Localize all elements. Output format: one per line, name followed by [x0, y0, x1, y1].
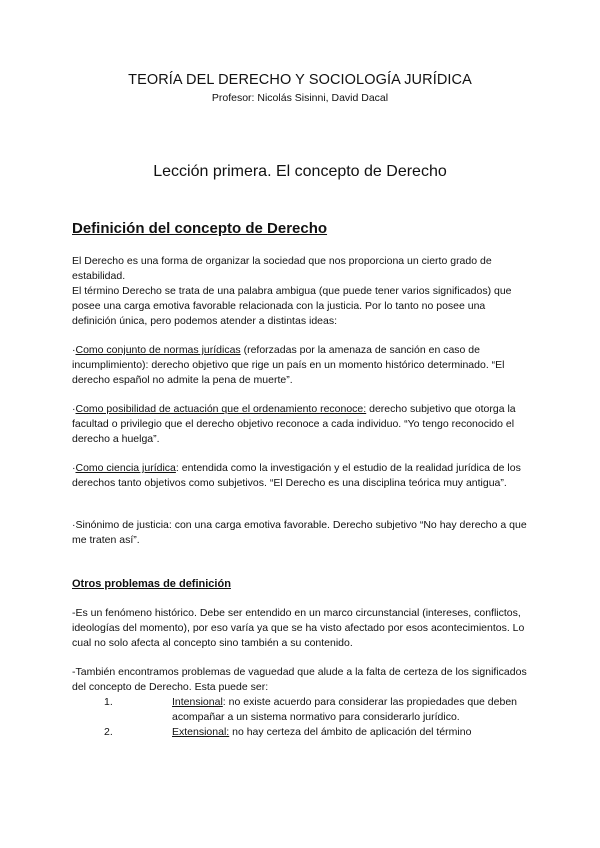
idea-text: derecho subjetivo que otorga la facultad o privilegio que el derecho objetivo reconoce a cada individuo. “Yo tengo reconocido el derecho a huelga”. — [72, 403, 516, 445]
idea-term: Como conjunto de normas jurídicas — [75, 344, 241, 356]
professor-line: Profesor: Nicolás Sisinni, David Dacal — [211, 92, 389, 104]
idea-item-normas — [72, 343, 532, 388]
intro-line-1: El Derecho es una forma de organizar la sociedad que nos proporciona un cierto grado de estabilidad. — [72, 255, 492, 282]
list-term: Intensional — [172, 696, 223, 708]
idea-text: (reforzadas por la amenaza de sanción en caso de incumplimiento): derecho objetivo que rige un país en un momento histórico determinado. “El derecho español no admite la pena de muerte”. — [72, 344, 505, 386]
idea-prefix: · — [72, 462, 76, 474]
idea-text: : entendida como la investigación y el estudio de la realidad jurídica de los derechos tanto objetivos como subjetivos. “El Derecho es una disciplina teórica muy antigua”. — [72, 462, 521, 489]
intro-paragraph — [72, 254, 532, 329]
list-item — [72, 725, 532, 740]
section-heading-definition: Definición del concepto de Derecho — [72, 220, 328, 237]
intro-line-2: El término Derecho se trata de una palabra ambigua (que puede tener varios significados) que posee una carga emotiva favorable relacionada con la justicia. Por lo tanto no posee una definición única, pero podemos atender a distintas ideas: — [72, 285, 512, 327]
vaguedad-list — [72, 695, 532, 740]
list-text: : no existe acuerdo para considerar las propiedades que deben acompañar a un sistema normativo para considerarlo jurídico. — [172, 696, 517, 723]
idea-item-actuacion — [72, 402, 532, 447]
list-number: 2. — [104, 726, 113, 738]
section-heading-otros-problemas: Otros problemas de definición — [72, 578, 231, 590]
idea-text: ·Sinónimo de justicia: con una carga emotiva favorable. Derecho subjetivo “No hay derecho a que me traten así”. — [72, 519, 527, 546]
list-text: no hay certeza del ámbito de aplicación del término — [229, 726, 472, 738]
paragraph-fenomeno-historico: -Es un fenómeno histórico. Debe ser entendido en un marco circunstancial (intereses, conflictos, ideologías del momento), por eso varía ya que se ha visto afectado por esos acontecimientos. Lo cual no solo afecta al concepto sino también a su contenido. — [72, 607, 525, 649]
paragraph-vaguedad: -También encontramos problemas de vaguedad que alude a la falta de certeza de los significados del concepto de Derecho. Esta puede ser: — [72, 666, 527, 693]
list-term: Extensional: — [172, 726, 230, 738]
course-title: TEORÍA DEL DERECHO Y SOCIOLOGÍA JURÍDICA — [128, 72, 472, 88]
idea-term: Como posibilidad de actuación que el ordenamiento reconoce: — [75, 403, 367, 415]
list-number: 1. — [104, 696, 113, 708]
idea-item-ciencia — [72, 461, 532, 491]
lesson-title: Lección primera. El concepto de Derecho — [153, 163, 447, 180]
idea-item-justicia — [72, 518, 532, 548]
list-item — [72, 695, 532, 725]
idea-prefix: · — [72, 344, 76, 356]
idea-term: Como ciencia jurídica — [75, 462, 176, 474]
idea-prefix: · — [72, 403, 76, 415]
